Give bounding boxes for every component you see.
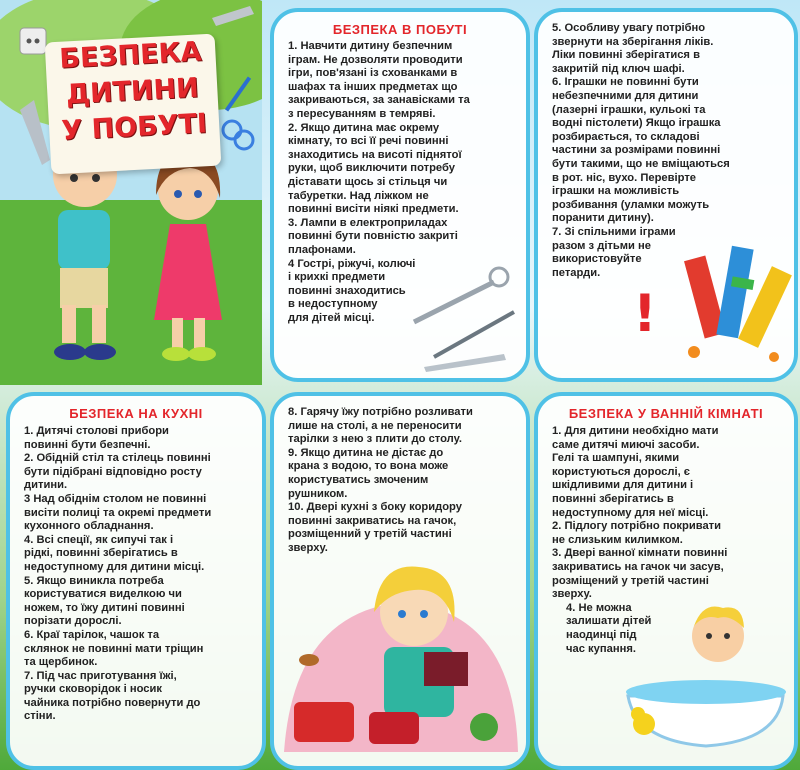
panel-kitchen-safety <box>6 392 266 770</box>
text-line: 5. Якщо виникла потреба <box>24 574 164 587</box>
text-line: і крихкі предмети <box>288 271 386 284</box>
text-line: поранити дитину). <box>552 212 654 225</box>
text-line: зверху. <box>552 588 592 601</box>
text-line: рушником. <box>288 487 348 500</box>
cooking-woman-illustration <box>274 552 518 762</box>
cover-title-card <box>45 34 222 175</box>
text-line: повинні бути повністю закриті <box>288 230 458 243</box>
text-line: користуватись змоченим <box>288 473 429 486</box>
text-line: та щербинок. <box>24 656 98 669</box>
text-line: 6. Іграшки не повинні бути <box>552 76 699 89</box>
text-line: повинні знаходитись <box>288 284 406 297</box>
text-line: використовуйте <box>552 253 642 266</box>
text-line: 1. Для дитини необхідно мати <box>552 425 719 437</box>
text-line: зверху. <box>288 541 328 554</box>
text-line: 1. Дитячі столові прибори <box>24 425 169 437</box>
text-line: небезпечними для дитини <box>552 89 699 102</box>
panel-title: БЕЗПЕКА У ВАННІЙ КІМНАТІ <box>568 406 764 421</box>
text-line: водні пістолети) Якщо іграшка <box>552 117 721 130</box>
text-line: петарди. <box>552 266 601 279</box>
panel-text <box>10 421 262 724</box>
text-line: Ліки повинні зберігатися в <box>552 49 700 62</box>
text-line: закритій під ключ шафі. <box>552 62 685 75</box>
text-line: 7. Під час приготування їжі, <box>24 669 177 682</box>
text-line: 5. Особливу увагу потрібно <box>552 22 706 34</box>
text-line: бути такими, що не вміщаються <box>552 157 730 170</box>
text-line: повинні висіти ніякі предмети. <box>288 203 459 216</box>
text-line: не слизьким килимком. <box>552 533 683 546</box>
text-line: 4 Гострі, ріжучі, колючі <box>288 257 416 270</box>
text-line: шафах та інших предметах що <box>288 80 458 93</box>
text-line: 3. Двері ванної кімнати повинні <box>552 547 728 560</box>
text-line: бути підібрані відповідно росту <box>24 465 202 478</box>
panel-title: БЕЗПЕКА НА КУХНІ <box>69 406 203 421</box>
text-line: повинні закриватись на гачок, <box>288 514 457 527</box>
text-line: чайника потрібно повернути до <box>24 696 201 709</box>
text-line: дитини. <box>24 479 68 492</box>
cover-title-line-1: БЕЗПЕКА <box>58 36 203 75</box>
text-line: в рот. ніс, вухо. Перевірте <box>552 171 697 184</box>
text-line: користуватися виделкою чи <box>24 588 182 601</box>
text-line: табуретки. Над ліжком не <box>288 189 429 202</box>
text-line: діставати щось зі стільця чи <box>288 175 448 188</box>
text-line: закриватись на гачок чи засув, <box>552 560 724 573</box>
text-line: стіни. <box>24 710 56 723</box>
socket-icon <box>20 28 46 54</box>
text-line: ножем, то їжу дитині повинні <box>24 601 185 614</box>
text-line: наодинці під <box>566 628 637 641</box>
text-line: 4. Всі спеції, як сипучі так і <box>24 533 174 546</box>
text-line: склянок не повинні мати тріщин <box>24 642 204 655</box>
pot-icon <box>294 702 354 742</box>
text-line: 3 Над обіднім столом не повинні <box>24 492 207 505</box>
text-line: ручки сковорідок і носик <box>24 683 163 696</box>
text-line: недоступному для неї місці. <box>552 506 709 519</box>
text-line: частини за розмірами повинні <box>552 144 721 157</box>
text-line: повинні бути безпечні. <box>24 438 151 451</box>
panel-household-safety <box>270 8 530 382</box>
text-line: закриваються, за занавісками та <box>288 94 470 107</box>
text-line: 6. Краї тарілок, чашок та <box>24 628 160 641</box>
text-line: для дітей місці. <box>288 311 375 324</box>
text-line: розбирається, то складові <box>552 130 700 143</box>
panel-kitchen-continued <box>270 392 530 770</box>
text-line: 8. Гарячу їжу потрібно розливати <box>288 406 473 418</box>
text-line: час купання. <box>566 642 636 655</box>
text-line: 7. Зі спільними іграми <box>552 225 676 238</box>
text-line: іграшки на можливість <box>552 185 680 198</box>
text-line: недоступному для дитини місці. <box>24 560 205 573</box>
text-line: іграм. Не дозволяти проводити <box>288 53 463 66</box>
text-line: крана з водою, то вона може <box>288 460 449 473</box>
sharp-tools-illustration <box>394 262 524 372</box>
text-line: розміщенний у третій частині <box>288 528 452 541</box>
panel-text <box>274 396 526 556</box>
text-line: звернути на зберігання ліків. <box>552 35 714 48</box>
screwdriver-icon <box>434 312 514 357</box>
scissors-icon <box>490 268 508 286</box>
text-line: руки, щоб виключити потребу <box>288 162 455 175</box>
firecrackers-illustration <box>674 237 794 367</box>
text-line: тарілки з нею з плити до столу. <box>288 433 462 446</box>
text-line: рідкі, повинні зберігатись в <box>24 547 178 560</box>
cover-title-line-3: У ПОБУТІ <box>60 108 208 147</box>
text-line: саме дитячі миючі засоби. <box>552 438 700 451</box>
text-line: користуються дорослі, є <box>552 465 690 478</box>
panel-bathroom-safety <box>534 392 798 770</box>
text-line: кухонного обладнання. <box>24 520 154 533</box>
text-line: з пересуванням в темряві. <box>288 107 436 120</box>
panel-title: БЕЗПЕКА В ПОБУТІ <box>332 22 468 37</box>
text-line: кімнату, то всі її речі повинні <box>288 135 449 148</box>
text-line: в недоступному <box>288 298 378 311</box>
text-line: Гелі та шампуні, якими <box>552 452 680 465</box>
baby-bath-illustration <box>608 596 788 756</box>
text-line: висіти полиці та окремі предмети <box>24 506 212 519</box>
text-line: 10. Двері кухні з боку коридору <box>288 501 462 514</box>
text-line: лише на столі, а не переносити <box>288 419 462 432</box>
text-line: шкідливими для дитини і <box>552 479 694 492</box>
text-line: плафонами. <box>288 243 356 256</box>
text-line: знаходитись на висоті піднятої <box>288 148 462 161</box>
text-line: розміщений у третій частині <box>552 574 709 587</box>
text-line: 2. Обідній стіл та стілець повинні <box>24 452 211 465</box>
text-line: повинні зберігатись в <box>552 492 674 505</box>
text-line: 9. Якщо дитина не дістає до <box>288 446 444 459</box>
text-line: ігри, пов'язані із схованками в <box>288 67 458 80</box>
spoon-icon <box>299 654 319 666</box>
text-line: порізати дорослі. <box>24 615 122 628</box>
panel-medicine-toys <box>534 8 798 382</box>
text-line: 3. Лампи в електроприладах <box>288 216 448 229</box>
exclamation-icon: ! <box>633 284 657 344</box>
cover-title-line-2: ДИТИНИ <box>65 72 200 111</box>
text-line: залишати дітей <box>566 615 652 628</box>
text-line: 2. Якщо дитина має окрему <box>288 121 440 134</box>
text-line: 4. Не можна <box>566 601 632 614</box>
text-line: 2. Підлогу потрібно покривати <box>552 520 722 533</box>
book-icon <box>424 652 468 686</box>
text-line: (лазерні іграшки, кульокі та <box>552 103 706 116</box>
text-line: розбивання (уламки можуть <box>552 198 710 211</box>
text-line: разом з дітьми не <box>552 239 652 252</box>
text-line: 1. Навчити дитину безпечним <box>288 40 453 52</box>
